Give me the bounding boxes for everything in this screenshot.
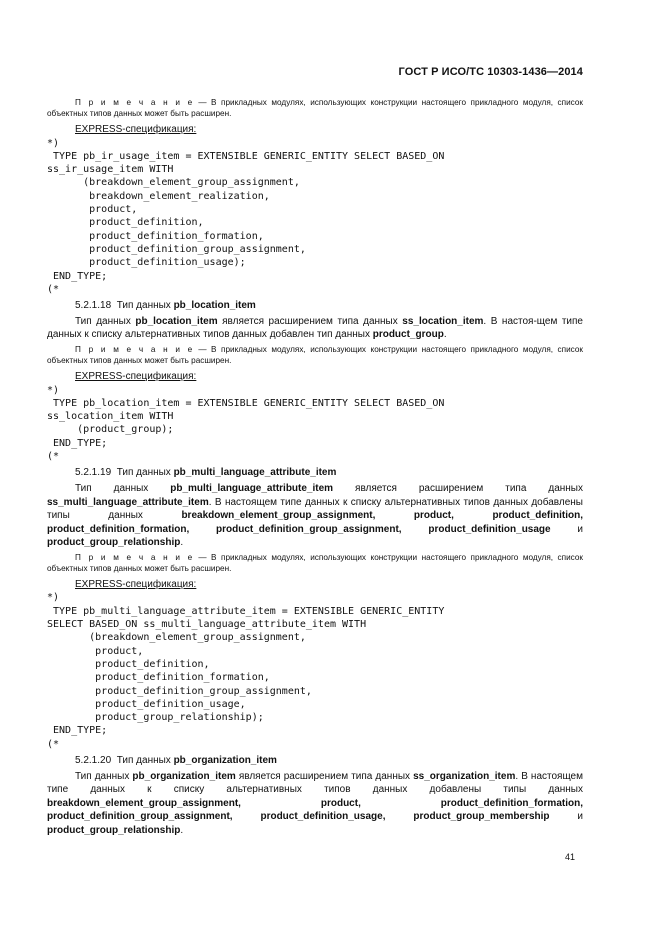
bold-term: pb_organization_item (132, 770, 236, 782)
section-title-prefix: Тип данных (116, 300, 171, 312)
text-run: Тип данных (75, 482, 171, 494)
note-text: — В прикладных модулях, использующих конструкции настоящего прикладного модуля, список объектных типов данных может быть расширен. (47, 344, 583, 365)
bold-term: breakdown_element_group_assignment, product, product_definition, product_definition_formation, product_definition_group_assignment, product_definition_usage (47, 510, 583, 535)
text-run: . (180, 825, 184, 836)
bold-term: product_group (372, 329, 444, 341)
section-title-name: pb_organization_item (173, 755, 277, 767)
text-run: и (550, 523, 583, 535)
express-spec-label: EXPRESS-спецификация: (75, 578, 197, 590)
section-title-name: pb_multi_language_attribute_item (173, 467, 337, 479)
note-text: — В прикладных модулях, использующих конструкции настоящего прикладного модуля, список объектных типов данных может быть расширен. (47, 98, 583, 118)
note-paragraph (47, 344, 583, 366)
text-run: и (549, 811, 583, 823)
section-heading-5-2-1-19 (47, 466, 583, 480)
note-paragraph (47, 97, 583, 119)
text-run: является расширением типа данных (235, 770, 414, 782)
text-run: . В настоящем типе данных к списку альтернативных типов данных добавлены типы данных (47, 496, 583, 522)
text-run: . (180, 537, 184, 549)
bold-term: ss_organization_item (413, 770, 516, 782)
express-code-block: *) TYPE pb_ir_usage_item = EXTENSIBLE GENERIC_ENTITY SELECT BASED_ON ss_ir_usage_item WITH (breakdown_element_group_assignment, breakdown_element_realization, product, product_definition, product_definition_formation, product_definition_group_assignment, product_definition_usage); END_TYPE; (* (47, 137, 445, 295)
document-code-header: ГОСТ Р ИСО/ТС 10303-1436—2014 (398, 66, 583, 78)
section-heading-5-2-1-20 (47, 754, 583, 768)
section-paragraph (47, 770, 583, 838)
section-paragraph (47, 482, 583, 550)
bold-term: pb_multi_language_attribute_item (170, 482, 334, 494)
express-code-block: *) TYPE pb_location_item = EXTENSIBLE GENERIC_ENTITY SELECT BASED_ON ss_location_item WITH (product_group); END_TYPE; (* (47, 384, 445, 463)
text-run: Тип данных (75, 770, 133, 782)
express-code-block: *) TYPE pb_multi_language_attribute_item = EXTENSIBLE GENERIC_ENTITY SELECT BASED_ON ss_multi_language_attribute_item WITH (breakdown_element_group_assignment, product, product_definition, product_definition_formation, product_definition_group_assignment, product_definition_usage, product_group_relationship); END_TYPE; (* (47, 592, 445, 750)
text-run: является расширением типа данных (217, 315, 403, 327)
text-run: . В настоя-щем типе данных к списку альтернативных типов данных добавлен тип данных (47, 315, 583, 341)
express-spec-label: EXPRESS-спецификация: (75, 124, 197, 135)
section-title-prefix: Тип данных (116, 467, 171, 479)
note-text: — В прикладных модулях, использующих конструкции настоящего прикладного модуля, список объектных типов данных может быть расширен. (47, 552, 583, 573)
bold-term: ss_location_item (402, 315, 484, 327)
page-number: 41 (564, 852, 575, 862)
express-spec-label: EXPRESS-спецификация: (75, 370, 197, 382)
bold-term: breakdown_element_group_assignment, product, product_definition_formation, product_definition_group_assignment, product_definition_usage, product_group_membership (47, 797, 583, 823)
bold-term: pb_location_item (135, 315, 218, 327)
section-number: 5.2.1.18 (75, 300, 112, 312)
text-run: . В настоящем типе данных к списку альтернативных типов данных добавлены типы данных (47, 770, 583, 796)
note-paragraph (47, 552, 583, 574)
section-paragraph (47, 315, 583, 342)
section-number: 5.2.1.19 (75, 467, 112, 479)
section-heading-5-2-1-18 (47, 299, 583, 313)
section-title-prefix: Тип данных (116, 755, 171, 767)
text-run: Тип данных (75, 315, 131, 327)
section-number: 5.2.1.20 (75, 755, 112, 767)
bold-term: product_group_relationship (47, 825, 181, 836)
note-label: П р и м е ч а н и е (75, 98, 194, 107)
text-run: . (443, 329, 447, 341)
note-label: П р и м е ч а н и е (75, 344, 194, 354)
section-title-name: pb_location_item (173, 300, 256, 312)
bold-term: product_group_relationship (47, 537, 181, 549)
bold-term: ss_multi_language_attribute_item (47, 496, 209, 508)
text-run: является расширением типа данных (333, 482, 583, 494)
note-label: П р и м е ч а н и е (75, 552, 194, 562)
page-content (47, 95, 583, 838)
